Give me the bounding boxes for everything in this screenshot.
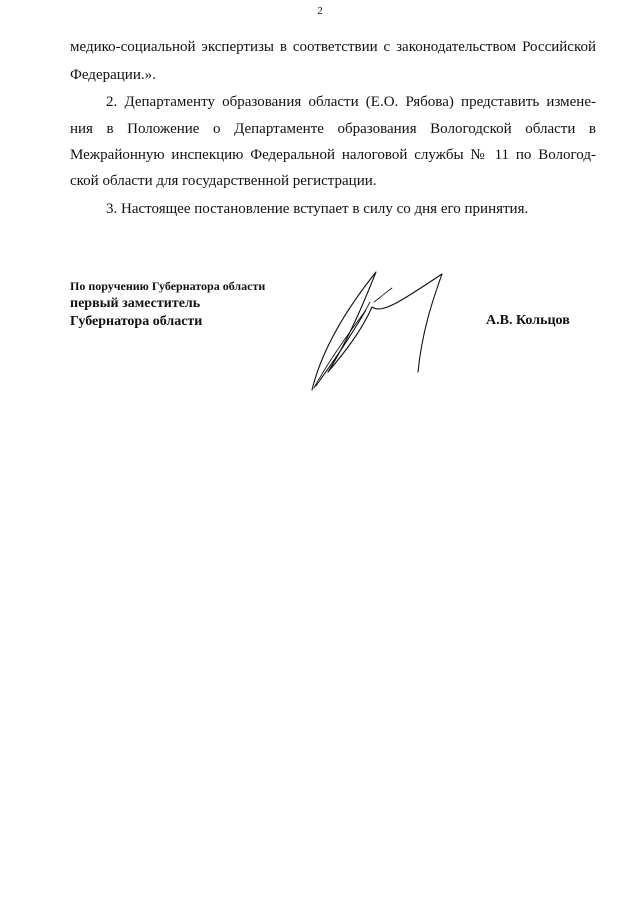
position-line-1: первый заместитель [70,296,201,311]
body-line-2: Федерации.». [70,67,156,83]
body-line-7: 3. Настоящее постановление вступает в силу со дня его принятия. [106,201,529,217]
body-line-1: медико-социальной экспертизы в соответствии с законодательством Российской [70,39,596,55]
body-line-3: 2. Департаменту образования области (Е.О. Рябова) представить измене- [106,94,596,110]
body-line-6: ской области для государственной регистрации. [70,173,377,189]
page-number: 2 [317,5,323,17]
body-line-4: ния в Положение о Департаменте образования Вологодской области в [70,121,596,137]
handwritten-signature-icon [300,262,460,402]
signatory-name: А.В. Кольцов [486,313,570,328]
authority-note: По поручению Губернатора области [70,279,266,293]
body-line-5: Межрайонную инспекцию Федеральной налоговой службы № 11 по Вологод- [70,147,596,163]
position-line-2: Губернатора области [70,314,203,329]
